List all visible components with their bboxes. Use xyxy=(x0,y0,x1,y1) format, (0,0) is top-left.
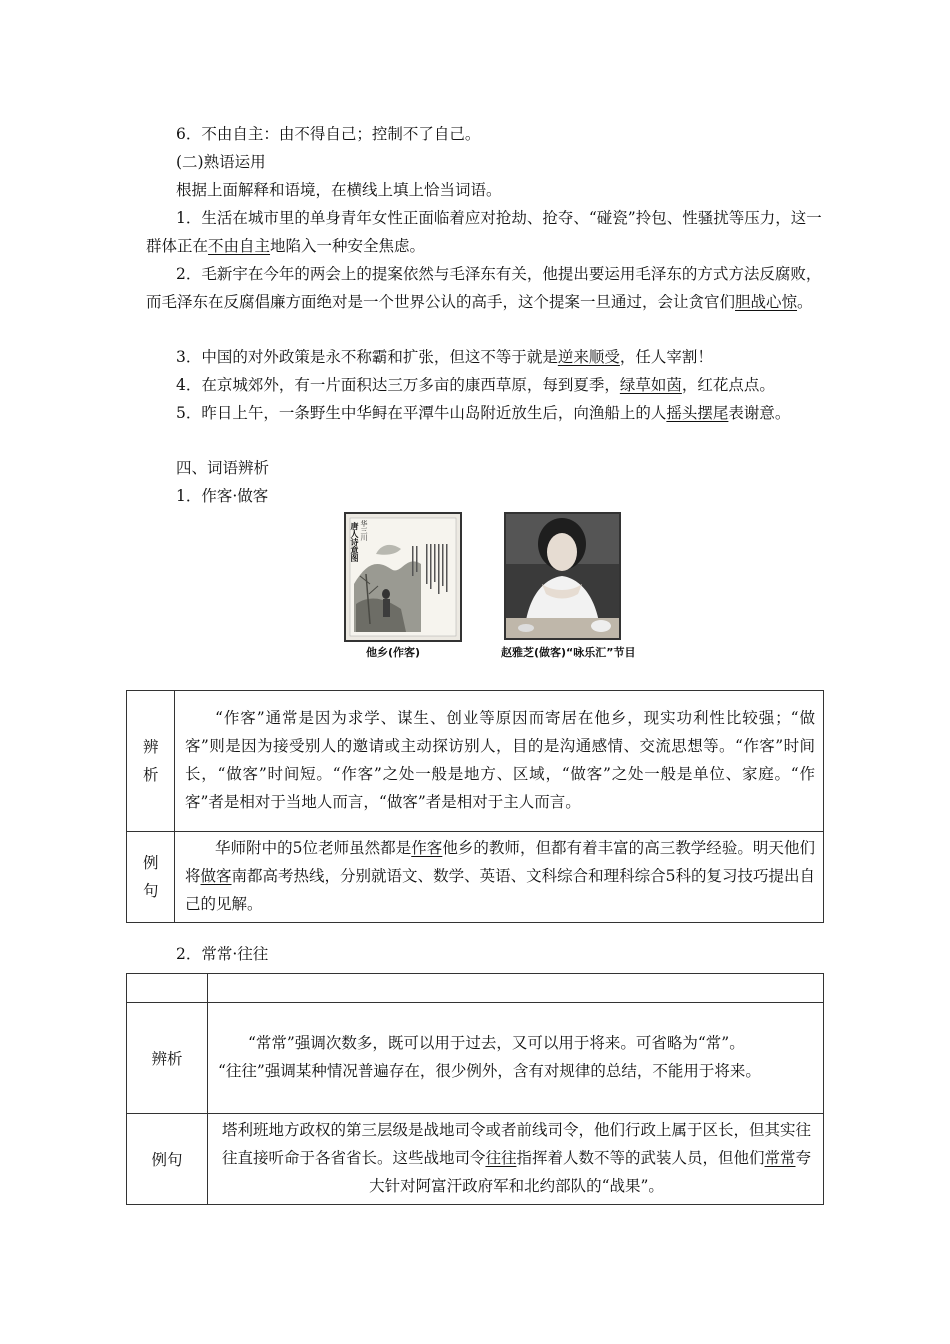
empty-cell xyxy=(208,974,824,1003)
answer-3: 逆来顺受 xyxy=(557,348,620,366)
portrait-photo-icon xyxy=(506,514,619,638)
analysis-text-1: “常常”强调次数多，既可以用于过去，又可以用于将来。可省略为“常”。 xyxy=(248,1034,745,1052)
analysis-text: “作客”通常是因为求学、谋生、创业等原因而寄居在他乡，现实功利性比较强；“做客”则是因为接受别人的邀请或主动探访别人，目的是沟通感情、交流思想等。“作客”时间长，“做客”时间短。“作客”之处一般是地方、区域，“做客”之处一般是单位、家庭。“作客”者是相对于当地人而言，“做客”者是相对于主人而言。 xyxy=(185,709,815,811)
table-row-analysis xyxy=(127,691,824,832)
answer-2: 胆战心惊 xyxy=(735,293,798,311)
photo-image xyxy=(504,512,621,640)
label-example-cell: 例句 xyxy=(127,1114,208,1205)
label-analysis-cell: 辨析 xyxy=(127,1003,208,1114)
instruction-text: 根据上面解释和语境，在横线上填上恰当词语。 xyxy=(176,181,502,199)
table-row-empty xyxy=(127,974,824,1003)
example-text: 华师附中的5位老师虽然都是作客他乡的教师，但都有着丰富的高三教学经验。明天他们将做客南都高考热线，分别就语文、数学、英语、文科综合和理科综合5科的复习技巧提出自己的见解。 xyxy=(185,839,815,913)
figure-photo xyxy=(503,512,653,662)
underlined-word: 作客 xyxy=(411,839,443,857)
underlined-word: 往往 xyxy=(485,1149,517,1167)
subheading-idiom-usage: (二)熟语运用 xyxy=(176,153,266,171)
example-text: 塔利班地方政权的第三层级是战地司令或者前线司令，他们行政上属于区长，但其实往往直接听命于各省省长。这些战地司令往往指挥着人数不等的武装人员，但他们常常夸大针对阿富汗政府军和北约部队的“战果”。 xyxy=(221,1121,812,1195)
label-analysis-cell: 辨析 xyxy=(127,691,175,832)
table-row-example xyxy=(127,1114,824,1205)
answer-1: 不由自主 xyxy=(208,237,271,255)
question-2: 2．毛新宇在今年的两会上的提案依然与毛泽东有关，他提出要运用毛泽东的方式方法反腐败，而毛泽东在反腐倡廉方面绝对是一个世界公认的高手，这个提案一旦通过，会让贪官们胆战心惊。 xyxy=(146,265,822,311)
question-3: 3．中国的对外政策是永不称霸和扩张，但这不等于就是逆来顺受，任人宰割！ xyxy=(176,348,713,366)
answer-4: 绿草如茵 xyxy=(619,376,682,394)
analysis-cell xyxy=(208,1003,824,1114)
label-example-cell: 例句 xyxy=(127,832,175,923)
example-cell xyxy=(175,832,824,923)
poster-side-text: 华三川 xyxy=(360,520,368,541)
question-5: 5．昨日上午，一条野生中华鲟在平潭牛山岛附近放生后，向渔船上的人摇头摆尾表谢意。 xyxy=(176,404,791,422)
underlined-word: 做客 xyxy=(200,867,232,885)
table-row-analysis xyxy=(127,1003,824,1114)
answer-5: 摇头摆尾 xyxy=(666,404,729,422)
figure-poster xyxy=(344,512,464,662)
analysis-text-2: “往往”强调某种情况普遍存在，很少例外，含有对规律的总结，不能用于将来。 xyxy=(218,1062,761,1080)
figure-left-caption: 他乡(作客) xyxy=(366,646,421,659)
analysis-cell xyxy=(175,691,824,832)
question-4: 4．在京城郊外，有一片面积达三万多亩的康西草原，每到夏季，绿草如茵，红花点点。 xyxy=(176,376,775,394)
example-cell xyxy=(208,1114,824,1205)
poster-title: 唐人诗意图 xyxy=(350,522,360,562)
item-6: 6．不由自主：由不得自己；控制不了自己。 xyxy=(176,125,481,143)
table-pair-2 xyxy=(126,973,824,1205)
table-pair-1 xyxy=(126,690,824,923)
underlined-word: 常常 xyxy=(764,1149,796,1167)
section-heading-word-analysis: 四、词语辨析 xyxy=(176,459,270,477)
poster-image xyxy=(344,512,462,642)
pair-2-title: 2．常常·往往 xyxy=(176,945,269,963)
question-1: 1．生活在城市里的单身青年女性正面临着应对抢劫、抢夺、“碰瓷”拎包、性骚扰等压力，这一群体正在不由自主地陷入一种安全焦虑。 xyxy=(146,209,822,255)
figure-right-caption: 赵雅芝(做客)“咏乐汇”节目 xyxy=(501,646,636,659)
pair-1-title: 1．作客·做客 xyxy=(176,487,269,505)
empty-cell xyxy=(127,974,208,1003)
table-row-example xyxy=(127,832,824,923)
